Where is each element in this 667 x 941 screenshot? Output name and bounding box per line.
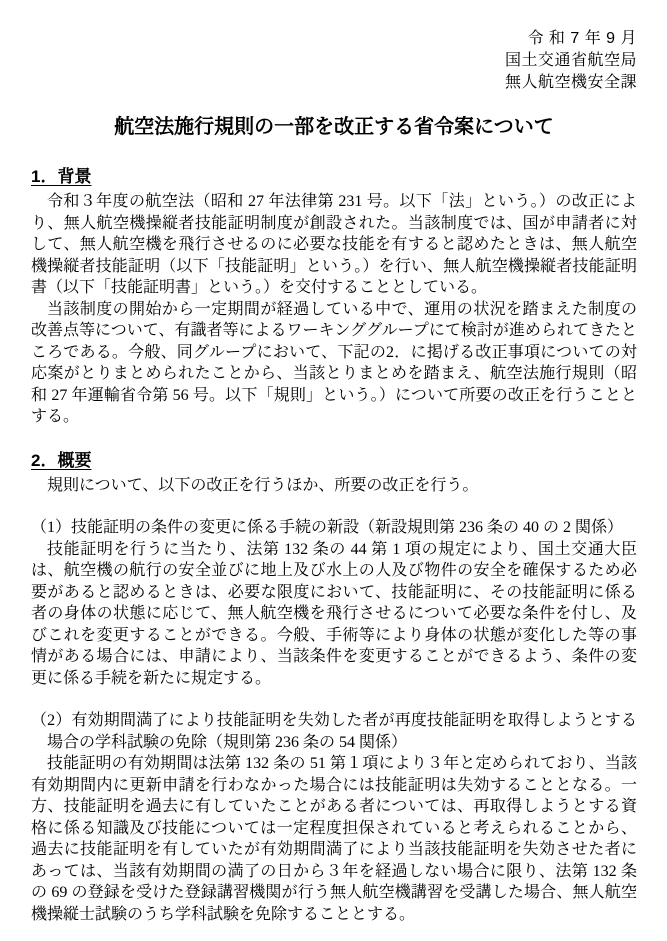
section-2-heading-row xyxy=(31,451,637,472)
amendment-item-2 xyxy=(31,710,637,925)
overview-lead-paragraph: 規則について、以下の改正を行うほか、所要の改正を行う。 xyxy=(47,476,479,494)
item-2-body: 技能証明の有効期間は法第 132 条の 51 第１項により３年と定められており、当該有効期間内に更新申請を行わなかった場合には技能証明は失効することとなる。一方、技能証明を過去に有していたことがある者については、再取得しようとする資格に係る知識及び技能については一定程度担保されていると考えられることから、過去に技能証明を有していたが有効期間満了により当該技能証明を失効させた者にあっては、当該有効期間の満了の日から３年を経過しない場合に限り、法第 132 条の 69 の登録を受けた登録講習機関が行う無人航空機講習を受講した場合、無人航空機操縦士試験のうち学科試験を免除することとする。 xyxy=(31,755,637,923)
background-paragraph-1: 令和３年度の航空法（昭和 27 年法律第 231 号。以下「法」という。）の改正により、無人航空機操縦者技能証明制度が創設された。当該制度では、国が申請者に対して、無人航空機を飛行させるのに必要な技能を有すると認めたときは、無人航空機操縦者技能証明（以下「技能証明」という。）を行い、無人航空機操縦者技能証明書（以下「技能証明書」という。）を交付することとしている。 xyxy=(31,193,637,296)
section-1-heading: 1．背景 xyxy=(31,167,92,186)
item-2-heading-text: 有効期間満了により技能証明を失効した者が再度技能証明を取得しようとする場合の学科試験の免除（規則第 236 条の 54 関係） xyxy=(47,712,637,751)
item-1-body: 技能証明を行うに当たり、法第 132 条の 44 第 1 項の規定により、国土交通大臣は、航空機の航行の安全並びに地上及び水上の人及び物件の安全を確保するため必要があると認めるときは、必要な限度において、技能証明に、その技能証明に係る者の身体の状態に応じて、無人航空機を飛行させるについて必要な条件を付し、及びこれを変更することができる。今般、手術等により身体の状態が変化した等の事情がある場合には、申請により、当該条件を変更することができるよう、条件の変更に係る手続を新たに規定する。 xyxy=(31,540,637,687)
section-background xyxy=(31,167,637,428)
header-org-line: 国土交通省航空局 xyxy=(504,52,637,69)
amendment-item-1 xyxy=(31,517,637,689)
item-2-heading xyxy=(31,710,637,753)
section-overview xyxy=(31,451,637,926)
document-title: 航空法施行規則の一部を改正する省令案について xyxy=(114,116,554,138)
background-paragraph-2: 当該制度の開始から一定期間が経過している中で、運用の状況を踏まえた制度の改善点等について、有識者等によるワーキンググループにて検討が進められてきたところである。今般、同グループにおいて、下記の2．に掲げる改正事項についての対応案がとりまとめられたことから、当該とりまとめを踏まえ、航空法施行規則（昭和 27 年運輸省令第 56 号。以下「規則」という。）について所要の改正を行うこととする。 xyxy=(31,300,637,425)
header-date-line: 令 和 7 年 9 月 xyxy=(527,30,637,47)
header-division-line: 無人航空機安全課 xyxy=(504,74,637,91)
document-header xyxy=(31,28,637,94)
item-1-heading-text: 技能証明の条件の変更に係る手続の新設（新設規則第 236 条の 40 の 2 関係） xyxy=(71,519,624,536)
item-2-label: （2） xyxy=(31,712,72,729)
item-1-label: （1） xyxy=(31,519,72,536)
section-1-heading-row xyxy=(31,167,637,188)
item-1-heading xyxy=(31,517,637,539)
section-2-heading: 2．概要 xyxy=(31,450,92,470)
